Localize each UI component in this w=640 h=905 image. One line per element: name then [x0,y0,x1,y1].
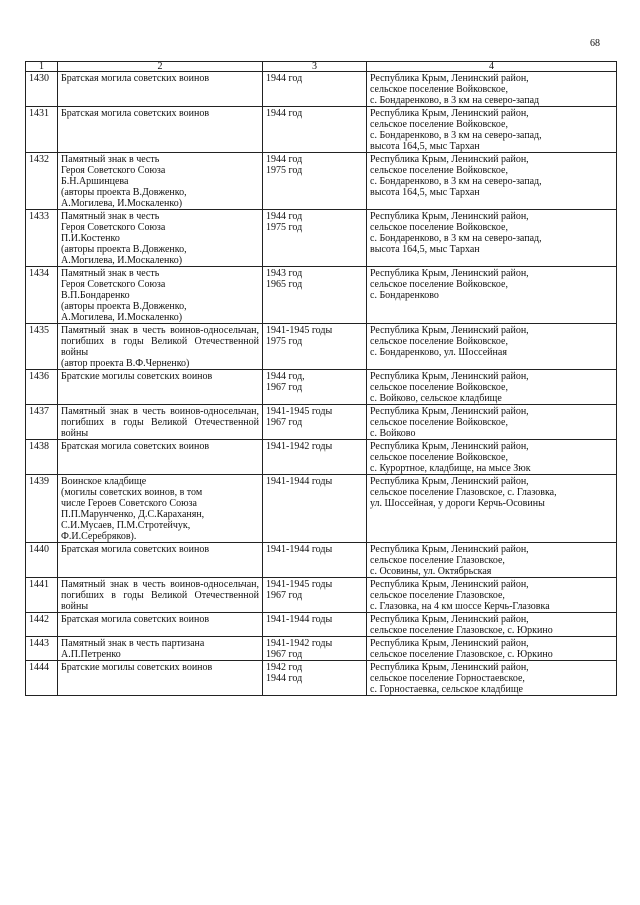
memorial-location: Республика Крым, Ленинский район, сельское поселение Войковское, с. Курортное, кладбище, на мысе Зюк [367,440,617,475]
memorial-location: Республика Крым, Ленинский район, сельское поселение Глазовское, с. Осовины, ул. Октябрьская [367,543,617,578]
memorial-date: 1941-1944 годы [263,613,367,637]
memorial-location: Республика Крым, Ленинский район, сельское поселение Войковское, с. Бондаренково, в 3 км на северо-запад [367,72,617,107]
memorial-date: 1942 год 1944 год [263,661,367,696]
memorial-date: 1941-1944 годы [263,543,367,578]
memorial-date: 1944 год 1975 год [263,210,367,267]
memorial-name: Братская могила советских воинов [58,107,263,153]
column-header-3: 3 [263,62,367,72]
memorial-location: Республика Крым, Ленинский район, сельское поселение Глазовское, с. Юркино [367,637,617,661]
table-row [26,440,617,475]
table-row [26,637,617,661]
table-row [26,210,617,267]
memorial-name: Памятный знак в честь воинов-односельчан, погибших в годы Великой Отечественной войны [58,405,263,440]
memorial-date: 1941-1945 годы 1967 год [263,405,367,440]
memorial-date: 1944 год, 1967 год [263,370,367,405]
memorial-date: 1944 год 1975 год [263,153,367,210]
table-row [26,475,617,543]
table-row [26,267,617,324]
row-number: 1443 [26,637,58,661]
memorial-date: 1941-1945 годы 1967 год [263,578,367,613]
memorial-name: Братская могила советских воинов [58,72,263,107]
memorial-name: Памятный знак в честь воинов-односельчан, погибших в годы Великой Отечественной войны (автор проекта В.Ф.Черненко) [58,324,263,370]
table-body [26,72,617,696]
table-row [26,405,617,440]
memorial-location: Республика Крым, Ленинский район, сельское поселение Войковское, с. Бондаренково, в 3 км на северо-запад, высота 164,5, мыс Тархан [367,107,617,153]
table-row [26,324,617,370]
row-number: 1430 [26,72,58,107]
table-row [26,578,617,613]
table-row [26,370,617,405]
memorial-name: Братские могилы советских воинов [58,370,263,405]
row-number: 1432 [26,153,58,210]
memorial-location: Республика Крым, Ленинский район, сельское поселение Войковское, с. Войково, сельское кладбище [367,370,617,405]
row-number: 1442 [26,613,58,637]
memorial-location: Республика Крым, Ленинский район, сельское поселение Войковское, с. Бондаренково [367,267,617,324]
memorial-location: Республика Крым, Ленинский район, сельское поселение Горностаевское, с. Горностаевка, сельское кладбище [367,661,617,696]
row-number: 1434 [26,267,58,324]
header-row [26,62,617,72]
table-row [26,543,617,578]
row-number: 1433 [26,210,58,267]
column-header-1: 1 [26,62,58,72]
table-row [26,153,617,210]
memorial-date: 1944 год [263,107,367,153]
row-number: 1435 [26,324,58,370]
memorial-date: 1943 год 1965 год [263,267,367,324]
memorial-name: Братская могила советских воинов [58,613,263,637]
memorial-name: Памятный знак в честь партизана А.П.Петренко [58,637,263,661]
row-number: 1436 [26,370,58,405]
memorial-date: 1944 год [263,72,367,107]
row-number: 1439 [26,475,58,543]
row-number: 1438 [26,440,58,475]
column-header-2: 2 [58,62,263,72]
memorial-name: Воинское кладбище (могилы советских воинов, в том числе Героев Советского Союза П.П.Марунченко, Д.С.Караханян, С.И.Мусаев, П.М.Стротейчук, Ф.И.Серебряков). [58,475,263,543]
table-header [26,62,617,72]
table-row [26,661,617,696]
memorial-date: 1941-1944 годы [263,475,367,543]
page-number: 68 [590,38,600,49]
memorial-location: Республика Крым, Ленинский район, сельское поселение Войковское, с. Бондаренково, ул. Шоссейная [367,324,617,370]
memorial-location: Республика Крым, Ленинский район, сельское поселение Войковское, с. Бондаренково, в 3 км на северо-запад, высота 164,5, мыс Тархан [367,210,617,267]
row-number: 1440 [26,543,58,578]
row-number: 1431 [26,107,58,153]
memorial-location: Республика Крым, Ленинский район, сельское поселение Войковское, с. Бондаренково, в 3 км на северо-запад, высота 164,5, мыс Тархан [367,153,617,210]
memorial-name: Памятный знак в честь Героя Советского Союза П.И.Костенко (авторы проекта В.Довженко, А.Могилева, И.Москаленко) [58,210,263,267]
column-header-4: 4 [367,62,617,72]
memorial-location: Республика Крым, Ленинский район, сельское поселение Глазовское, с. Глазовка, ул. Шоссейная, у дороги Керчь-Осовины [367,475,617,543]
memorial-date: 1941-1945 годы 1975 год [263,324,367,370]
table-row [26,72,617,107]
memorial-location: Республика Крым, Ленинский район, сельское поселение Глазовское, с. Глазовка, на 4 км шоссе Керчь-Глазовка [367,578,617,613]
memorial-date: 1941-1942 годы [263,440,367,475]
memorial-date: 1941-1942 годы 1967 год [263,637,367,661]
row-number: 1441 [26,578,58,613]
memorial-location: Республика Крым, Ленинский район, сельское поселение Войковское, с. Войково [367,405,617,440]
memorial-name: Памятный знак в честь воинов-односельчан, погибших в годы Великой Отечественной войны [58,578,263,613]
memorial-registry-table [25,61,617,696]
table-row [26,107,617,153]
memorial-name: Памятный знак в честь Героя Советского Союза В.П.Бондаренко (авторы проекта В.Довженко, А.Могилева, И.Москаленко) [58,267,263,324]
memorial-name: Братские могилы советских воинов [58,661,263,696]
memorial-name: Братская могила советских воинов [58,543,263,578]
row-number: 1444 [26,661,58,696]
memorial-name: Памятный знак в честь Героя Советского Союза Б.Н.Аршинцева (авторы проекта В.Довженко, А.Могилева, И.Москаленко) [58,153,263,210]
row-number: 1437 [26,405,58,440]
table-row [26,613,617,637]
memorial-name: Братская могила советских воинов [58,440,263,475]
memorial-location: Республика Крым, Ленинский район, сельское поселение Глазовское, с. Юркино [367,613,617,637]
